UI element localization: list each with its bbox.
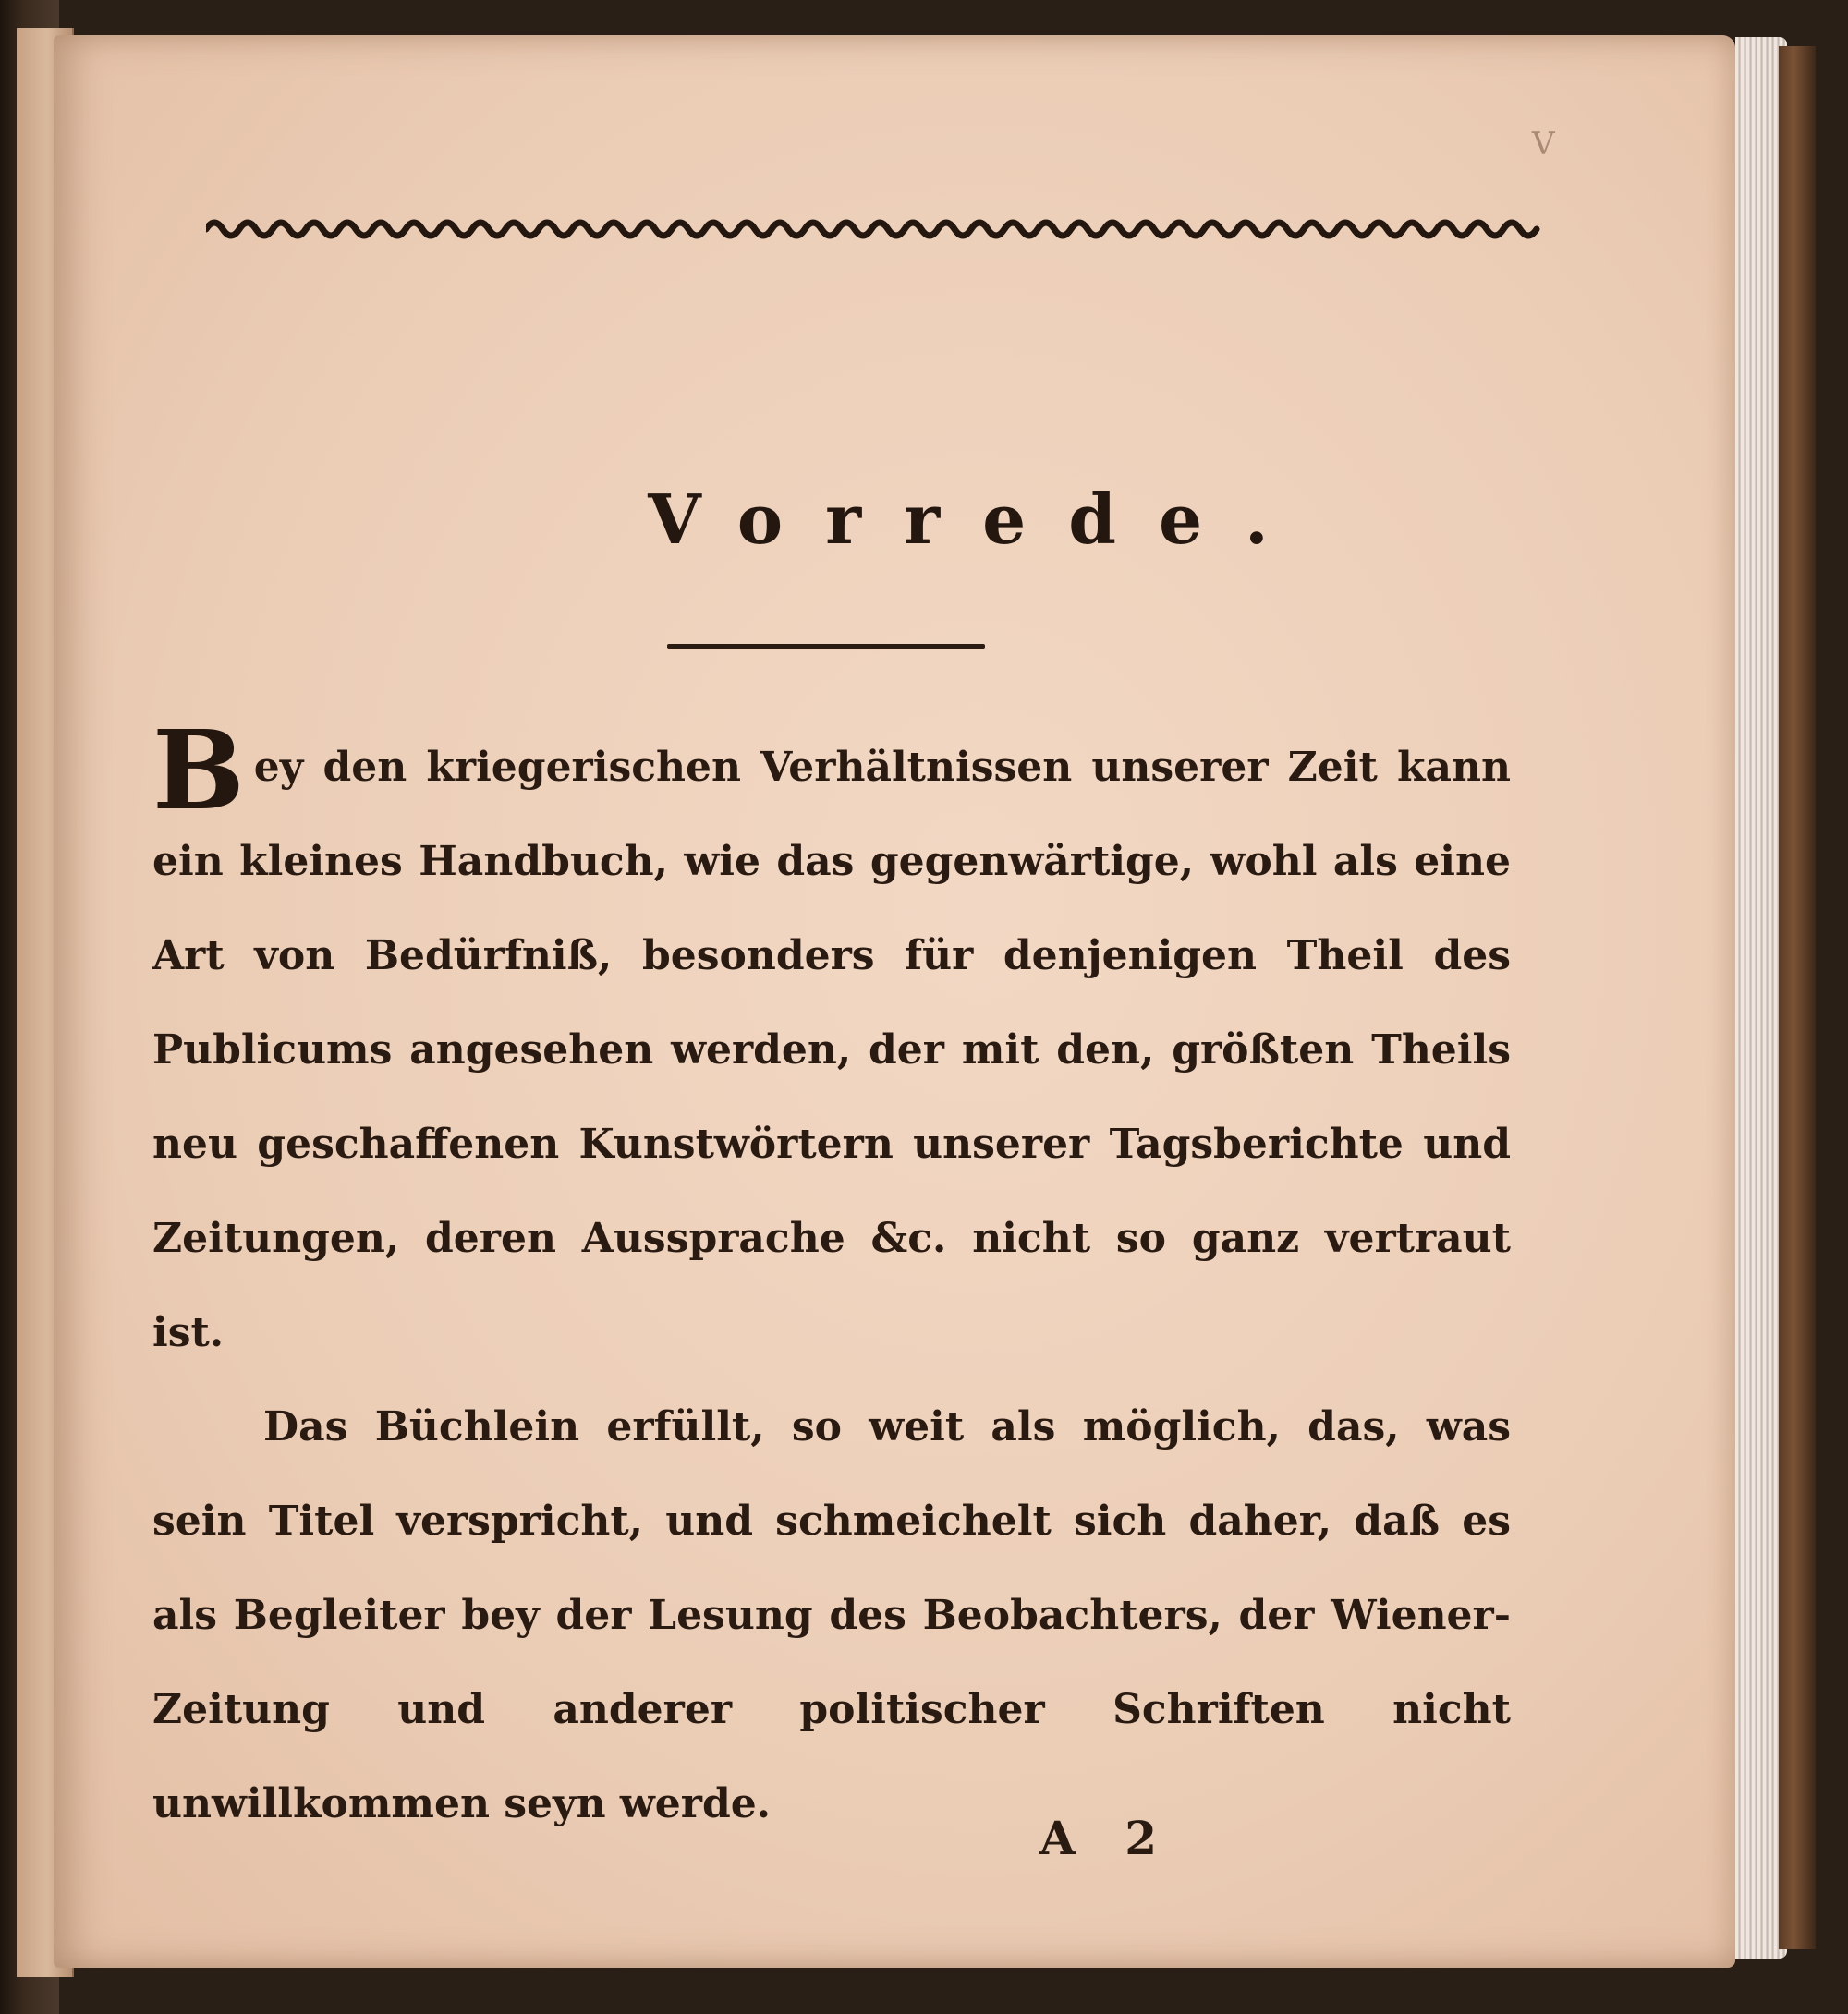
paragraph-2: Das Büchlein erfüllt, so weit als möglich, das, was sein Titel verspricht, und schmeichelt sich daher, daß es als Begleiter bey der Lesung des Beobachters, der Wiener-Zeitung und anderer politischer Schriften nicht unwillkommen seyn werde. [152, 1403, 1511, 1827]
preface-body [152, 706, 1511, 1851]
drop-cap: B [152, 706, 245, 834]
title-underline [667, 644, 985, 649]
paragraph-1-text: ey den kriegerischen Verhältnissen unserer Zeit kann ein kleines Handbuch, wie das gegenwärtige, wohl als eine Art von Bedürfniß, besonders für denjenigen Theil des Publicums angesehen werden, der mit den, größten Theils neu geschaffenen Kunstwörtern unserer Tagsberichte und Zeitungen, deren Aussprache &c. nicht so ganz vertraut ist. [152, 744, 1511, 1356]
page-corner-mark: V [1532, 126, 1555, 163]
page-title: Vorrede. [648, 480, 1311, 560]
wave-ornament-rule [206, 211, 1546, 248]
signature-mark: A 2 [1040, 1811, 1173, 1865]
paragraph-1 [152, 706, 1511, 1380]
back-cover-edge [1779, 46, 1816, 1949]
